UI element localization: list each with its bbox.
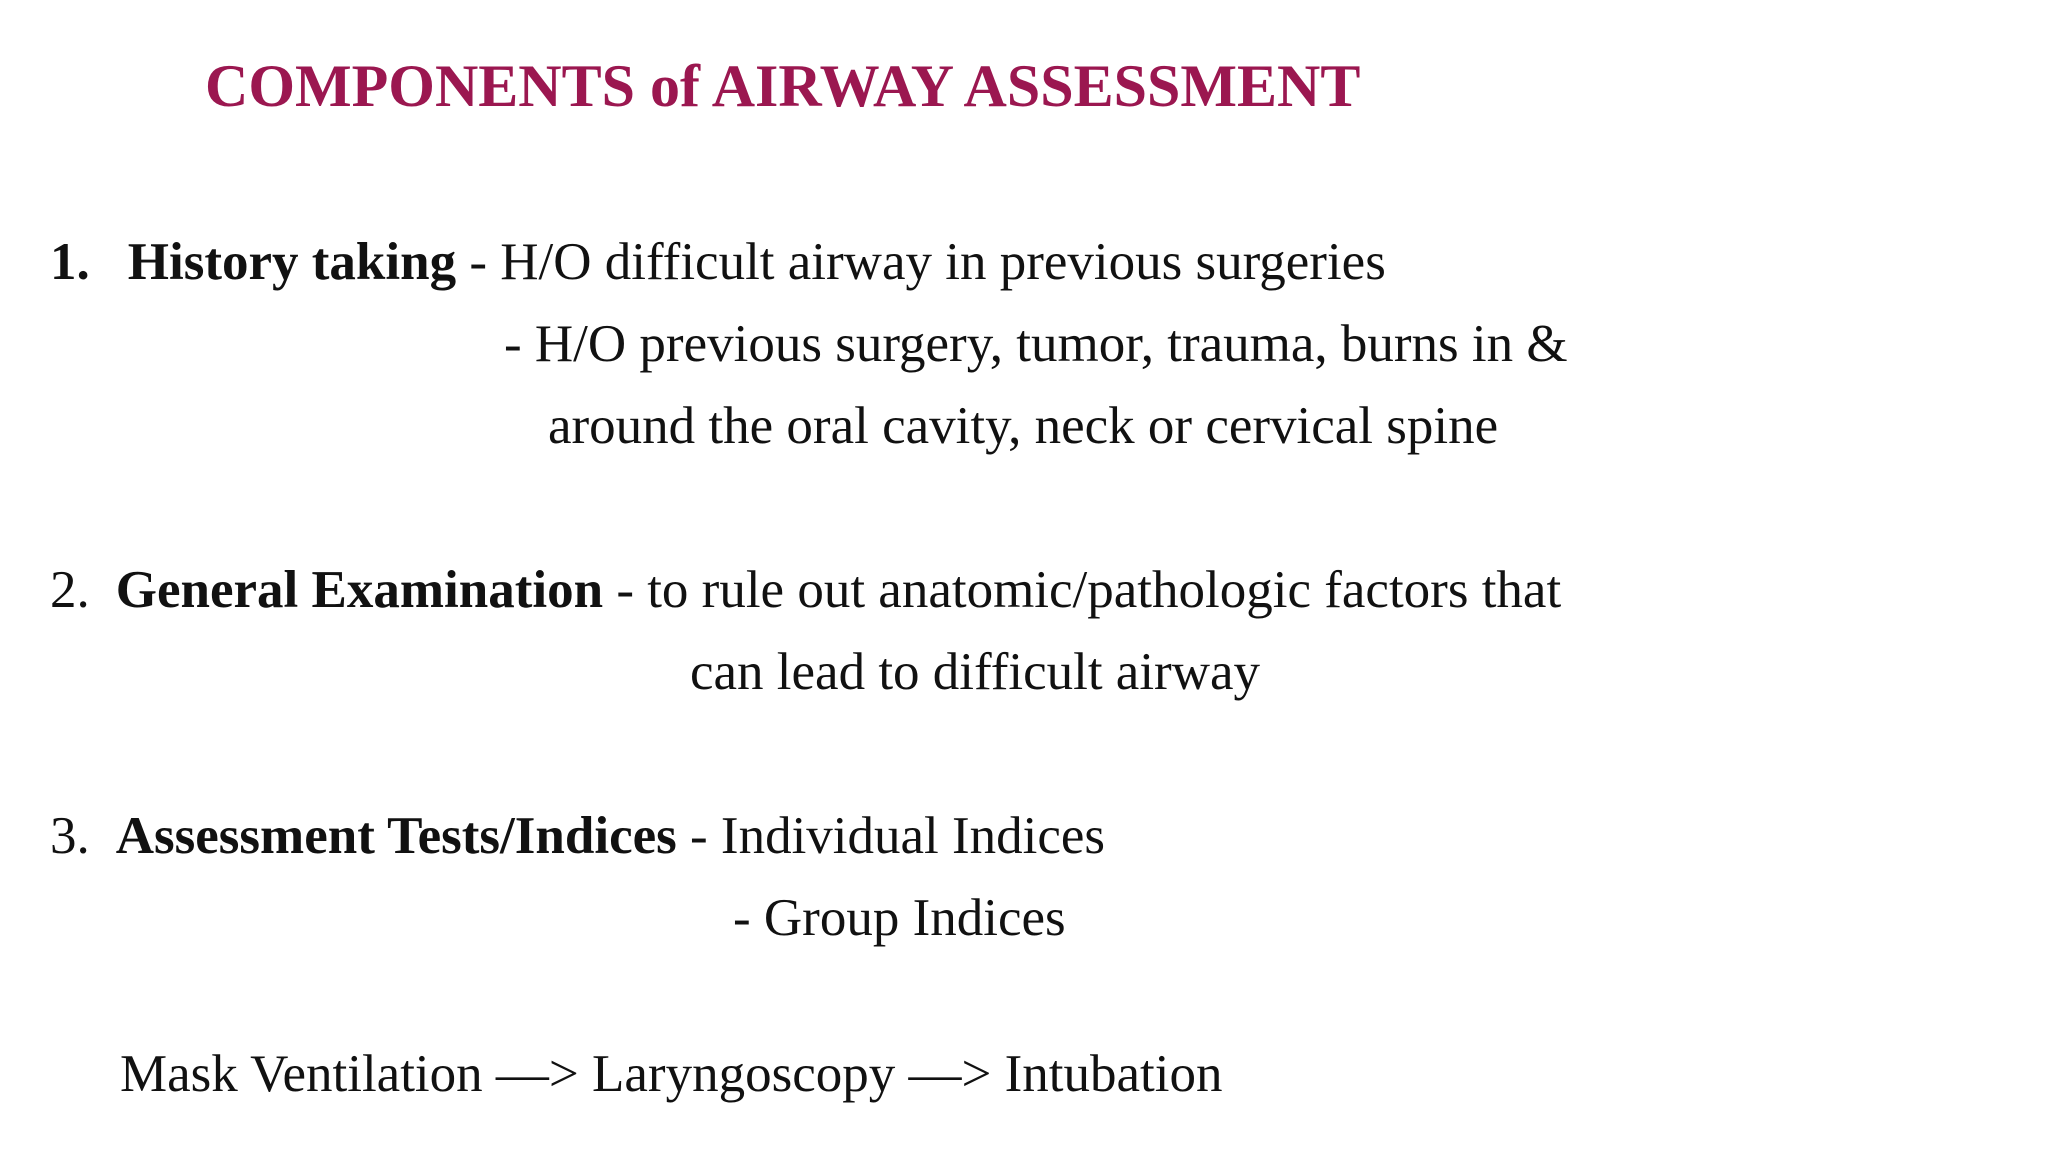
item-1-line-1: - H/O difficult airway in previous surgeries xyxy=(469,233,1386,291)
item-1-first-line xyxy=(50,230,1386,294)
item-2-heading: General Examination xyxy=(115,561,604,619)
item-2-first-line xyxy=(50,558,1561,622)
item-3-first-line xyxy=(50,804,1105,868)
item-1-heading: History taking xyxy=(127,233,457,291)
item-3-number: 3. xyxy=(50,807,90,865)
item-1-line-3: around the oral cavity, neck or cervical spine xyxy=(548,397,1499,455)
item-2-line-1: - to rule out anatomic/pathologic factors that xyxy=(616,561,1562,619)
item-3-heading: Assessment Tests/Indices xyxy=(115,807,677,865)
item-3-line-1: - Individual Indices xyxy=(690,807,1106,865)
item-2-line-2: can lead to difficult airway xyxy=(690,643,1261,701)
item-2-number: 2. xyxy=(50,561,90,619)
item-1-line-2: - H/O previous surgery, tumor, trauma, burns in & xyxy=(504,315,1568,373)
item-3-line-2: - Group Indices xyxy=(733,889,1066,947)
procedure-sequence: Mask Ventilation —> Laryngoscopy —> Intubation xyxy=(120,1045,1223,1103)
item-1-number: 1. xyxy=(50,233,90,291)
slide-title: COMPONENTS of AIRWAY ASSESSMENT xyxy=(205,53,1361,119)
